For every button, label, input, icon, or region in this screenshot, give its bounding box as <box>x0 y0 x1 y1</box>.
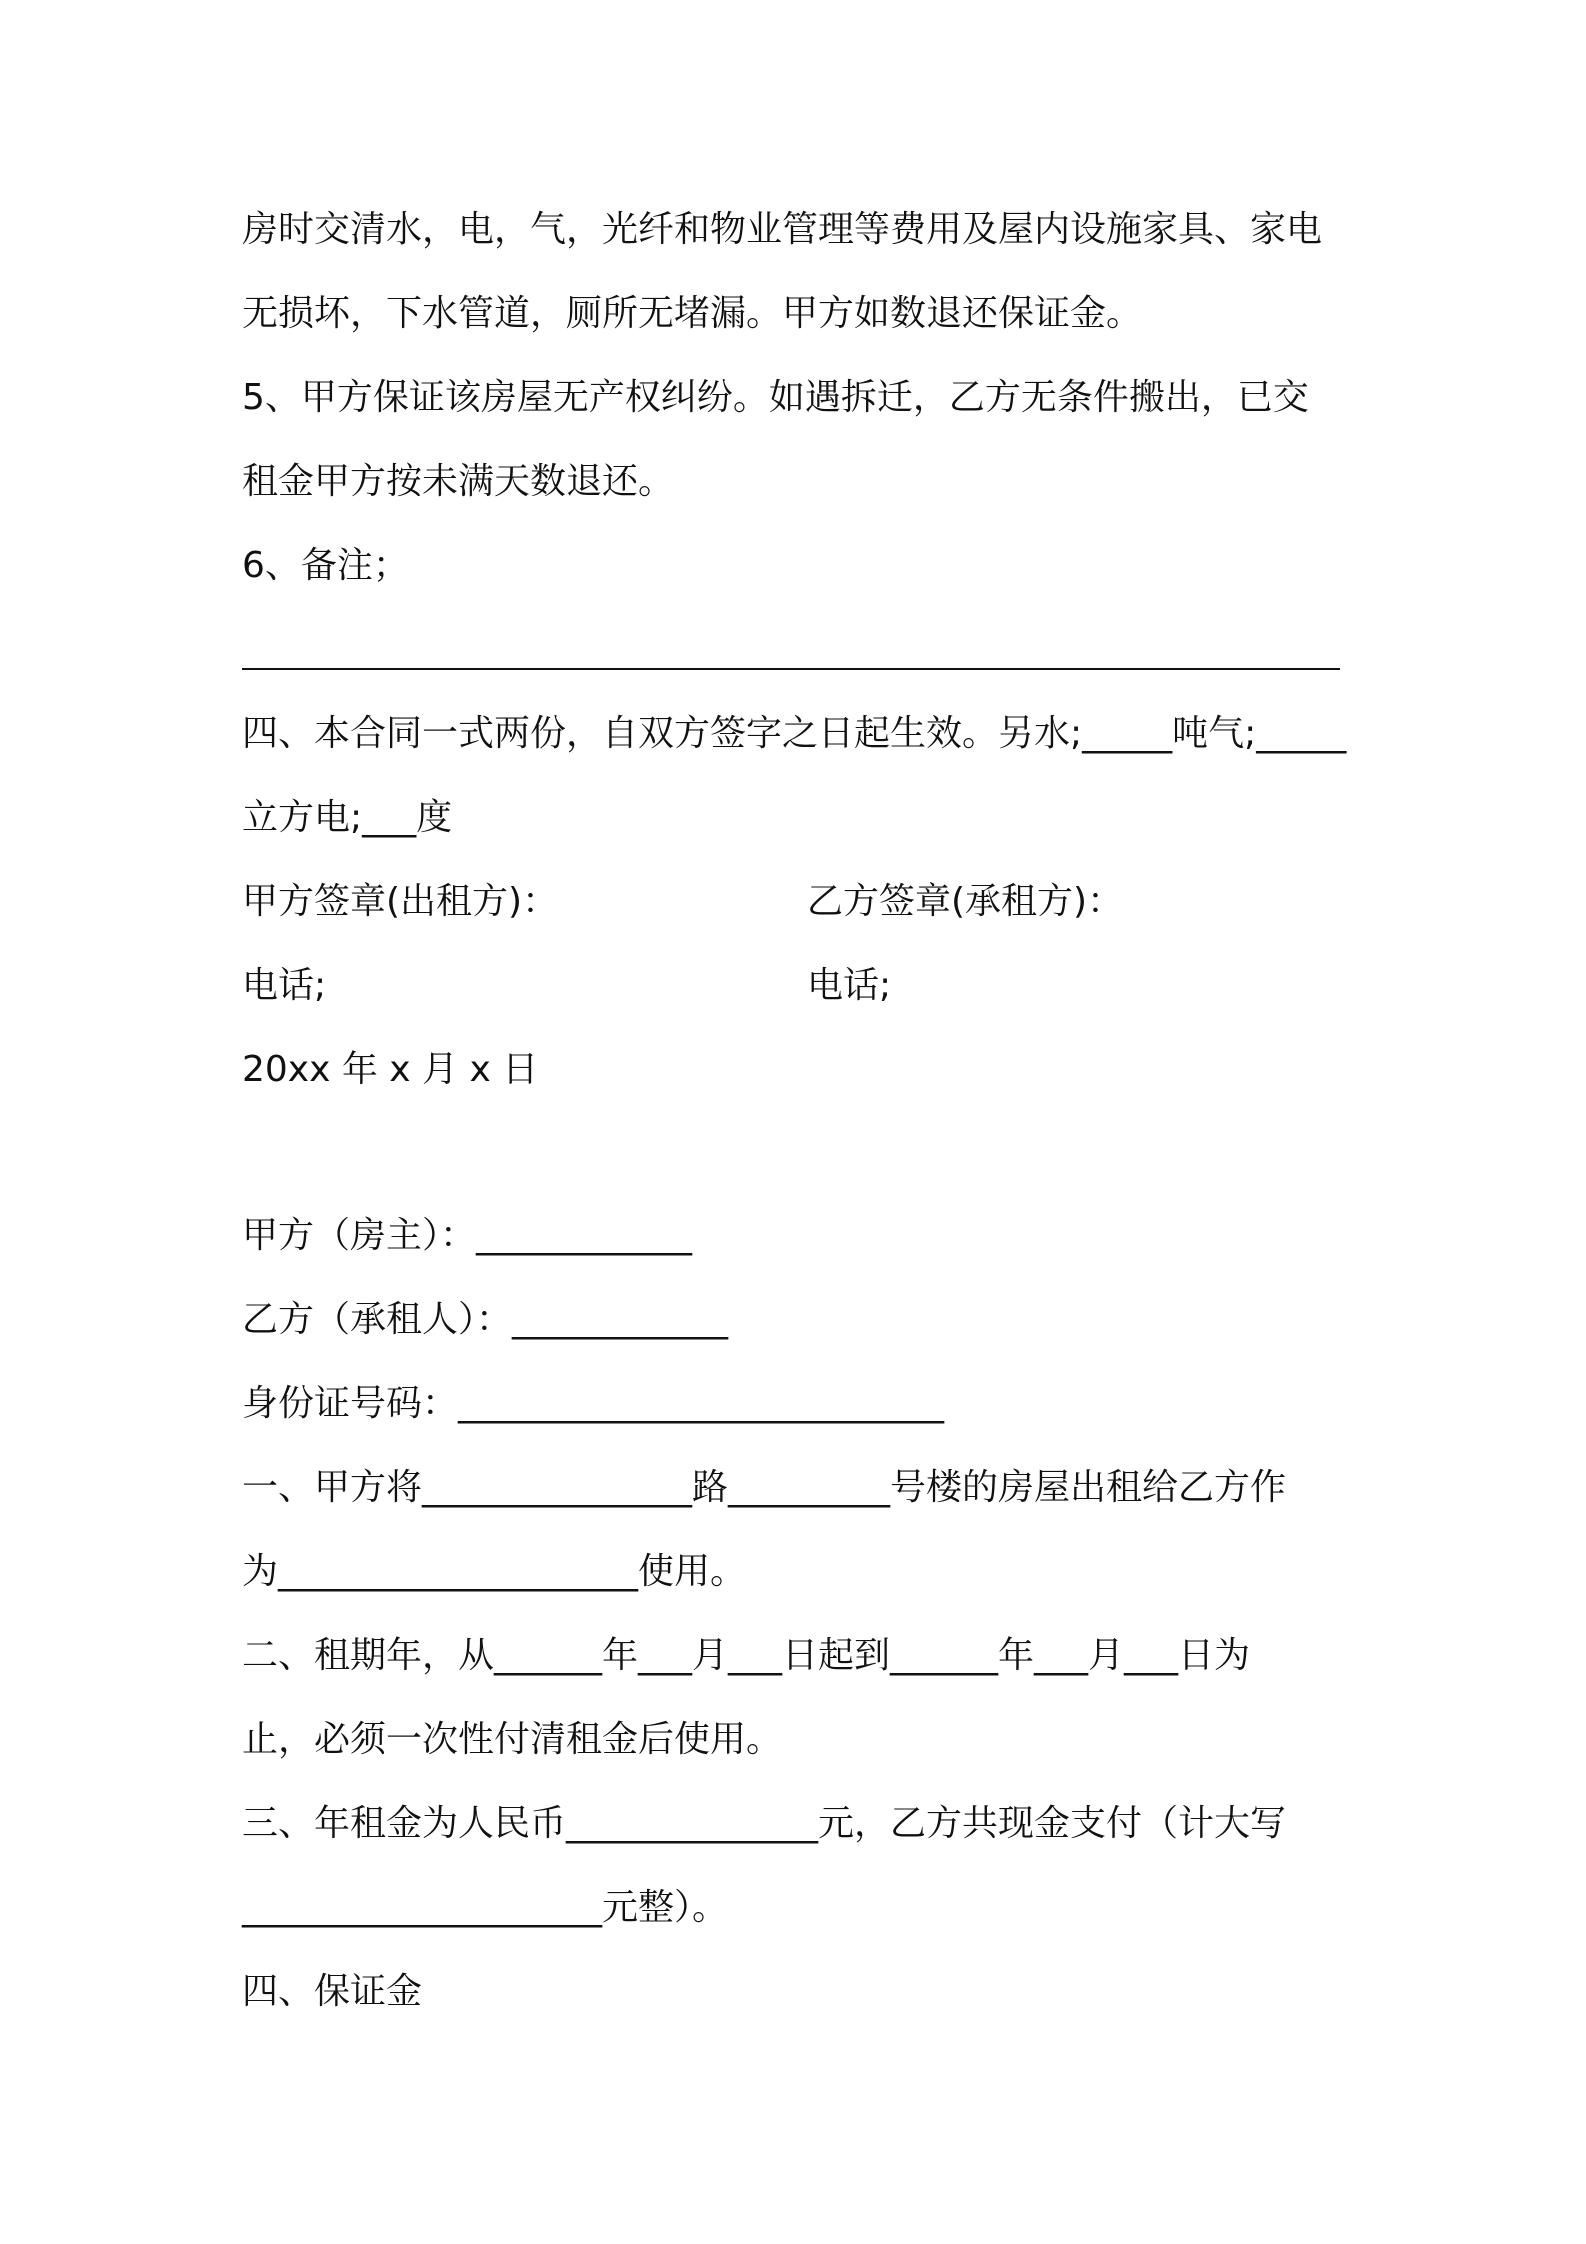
text-line: 止，必须一次性付清租金后使用。 <box>242 1719 783 1760</box>
text-line: 为____________________使用。 <box>242 1551 747 1592</box>
party-a-signature-label: 甲方签章(出租方)： <box>242 881 559 922</box>
text-line: 三、年租金为人民币______________元，乙方共现金支付（计大写 <box>242 1803 1287 1844</box>
text-line: 四、保证金 <box>242 1971 423 2012</box>
party-b-phone-label: 电话; <box>807 965 892 1006</box>
remarks-underline <box>242 668 1340 670</box>
text-line: 甲方（房主）：____________ <box>242 1215 693 1256</box>
date-line: 20xx 年 x 月 x 日 <box>242 1049 539 1090</box>
text-line: 房时交清水，电，气，光纤和物业管理等费用及屋内设施家具、家电 <box>242 209 1323 250</box>
text-line: ____________________元整）。 <box>242 1887 729 1928</box>
text-line: 二、租期年，从______年___月___日起到______年___月___日为 <box>242 1635 1251 1676</box>
text-line: 5、甲方保证该房屋无产权纠纷。如遇拆迁，乙方无条件搬出，已交 <box>242 377 1309 418</box>
text-line: 无损坏，下水管道，厕所无堵漏。甲方如数退还保证金。 <box>242 293 1143 334</box>
text-line: 身份证号码：___________________________ <box>242 1383 945 1424</box>
party-a-phone-label: 电话; <box>242 965 327 1006</box>
text-line: 乙方（承租人）：____________ <box>242 1299 729 1340</box>
party-b-signature-label: 乙方签章(承租方)： <box>807 881 1124 922</box>
text-line: 立方电;___度 <box>242 797 453 838</box>
text-line: 四、本合同一式两份，自双方签字之日起生效。另水;_____吨气;_____ <box>242 713 1347 754</box>
signature-row <box>242 878 1362 926</box>
text-line: 6、备注； <box>242 545 409 586</box>
text-line: 一、甲方将_______________路_________号楼的房屋出租给乙方作 <box>242 1467 1287 1508</box>
text-line: 租金甲方按未满天数退还。 <box>242 461 675 502</box>
phone-row <box>242 962 1362 1010</box>
